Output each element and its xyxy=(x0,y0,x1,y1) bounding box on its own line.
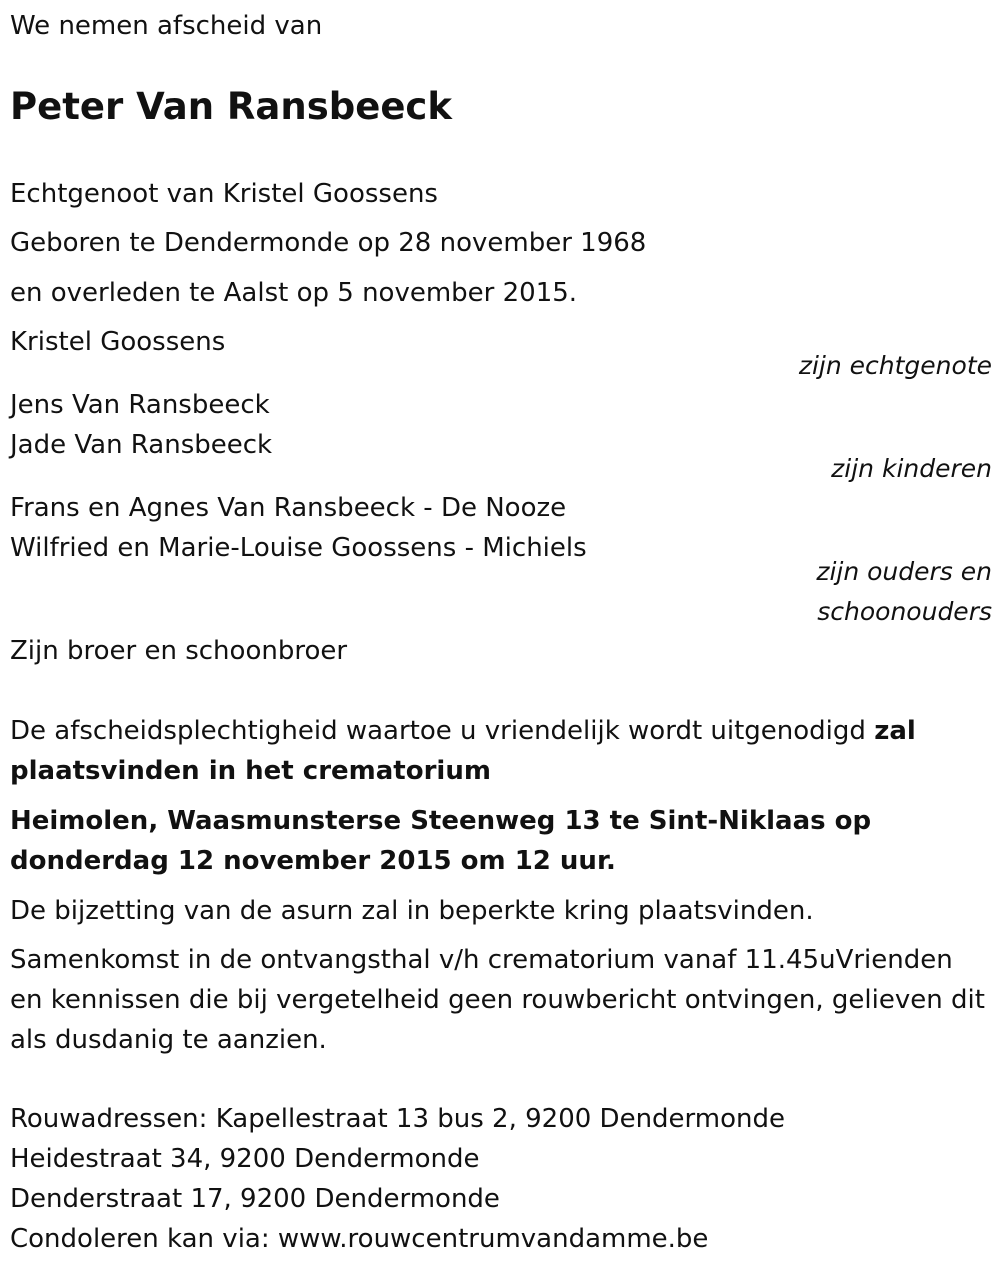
ceremony-location: Heimolen, Waasmunsterse Steenweg 13 te Sint-Niklaas op donderdag 12 november 2015 om 12 uur. xyxy=(10,806,872,876)
detail-birth: Geboren te Dendermonde op 28 november 1968 xyxy=(10,228,647,258)
parents-name: Wilfried en Marie-Louise Goossens - Michiels xyxy=(10,533,587,563)
parents-name: Frans en Agnes Van Ransbeeck - De Nooze xyxy=(10,493,567,523)
ceremony-intro-bold: zal plaatsvinden in het crematorium xyxy=(10,716,916,786)
urn-text: De bijzetting van de asurn zal in beperkte kring plaatsvinden. xyxy=(10,896,814,926)
spouse-name: Kristel Goossens xyxy=(10,327,226,357)
spouse-role: zijn echtgenote xyxy=(798,351,992,380)
address-line: Denderstraat 17, 9200 Dendermonde xyxy=(10,1184,500,1214)
detail-spouse: Echtgenoot van Kristel Goossens xyxy=(10,179,438,209)
detail-death: en overleden te Aalst op 5 november 2015. xyxy=(10,278,578,308)
parents-role-line2: schoonouders xyxy=(817,597,992,626)
child-name: Jens Van Ransbeeck xyxy=(10,390,270,420)
address-line: Heidestraat 34, 9200 Dendermonde xyxy=(10,1144,480,1174)
intro-text: We nemen afscheid van xyxy=(10,11,323,41)
deceased-name: Peter Van Ransbeeck xyxy=(10,85,452,128)
child-name: Jade Van Ransbeeck xyxy=(10,430,273,460)
ceremony-intro-normal: De afscheidsplechtigheid waartoe u vriendelijk wordt uitgenodigd xyxy=(10,716,875,746)
ceremony-intro xyxy=(10,711,985,791)
gathering-text: Samenkomst in de ontvangsthal v/h crematorium vanaf 11.45uVrienden en kennissen die bij vergetelheid geen rouwbericht ontvingen, gelieven dit als dusdanig te aanzien. xyxy=(10,945,985,1055)
siblings-text: Zijn broer en schoonbroer xyxy=(10,636,348,666)
address-line: Rouwadressen: Kapellestraat 13 bus 2, 9200 Dendermonde xyxy=(10,1104,785,1134)
parents-role-line1: zijn ouders en xyxy=(816,557,992,586)
condolence-text: Condoleren kan via: www.rouwcentrumvandamme.be xyxy=(10,1224,709,1254)
children-role: zijn kinderen xyxy=(831,454,992,483)
